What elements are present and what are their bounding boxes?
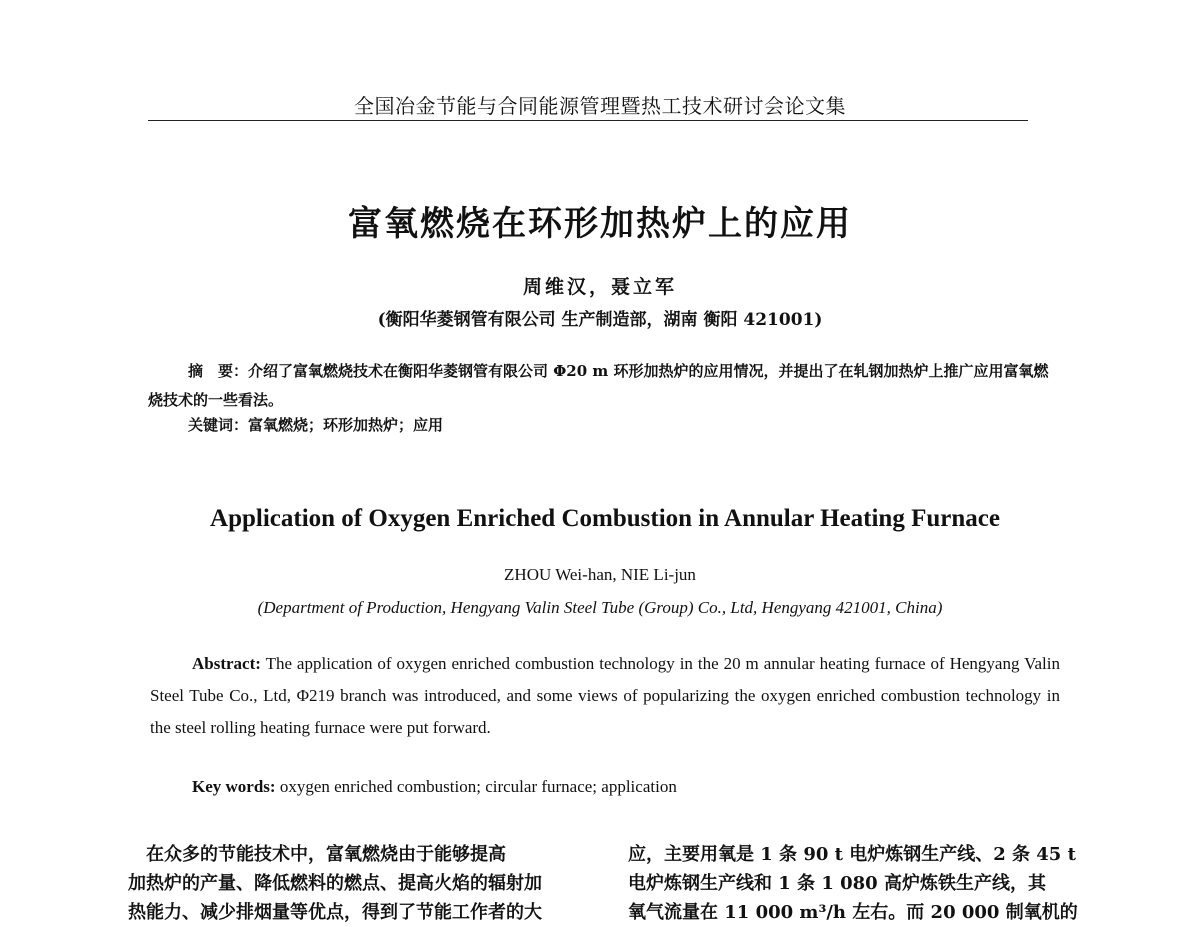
chinese-keywords [188, 414, 443, 435]
header-rule [148, 120, 1028, 121]
chinese-abstract [148, 357, 1063, 415]
body-line: 加热炉的产量、降低燃料的燃点、提高火焰的辐射加 [128, 873, 542, 894]
chinese-affiliation: (衡阳华菱钢管有限公司 生产制造部，湖南 衡阳 421001) [377, 310, 823, 330]
body-line: 应，主要用氧是 1 条 90 t 电炉炼钢生产线、2 条 45 t [628, 844, 1076, 865]
english-abstract-text: The application of oxygen enriched combustion technology in the 20 m annular heating furnace of Hengyang Valin Steel Tube Co., Ltd, Φ219 branch was introduced, and some views of popularizing the oxygen enriched combustion technology in the steel rolling heating furnace were put forward. [150, 654, 1060, 737]
english-affiliation: (Department of Production, Hengyang Valin Steel Tube (Group) Co., Ltd, Hengyang 421001, China) [257, 598, 943, 617]
running-head: 全国冶金节能与合同能源管理暨热工技术研讨会论文集 [354, 94, 846, 118]
chinese-keywords-label: 关键词： [188, 416, 249, 434]
english-abstract [150, 648, 1060, 744]
body-line: 在众多的节能技术中，富氧燃烧由于能够提高 [128, 844, 506, 865]
english-keywords [192, 777, 677, 797]
english-authors: ZHOU Wei-han, NIE Li-jun [504, 565, 696, 584]
body-line: 氧气流量在 11 000 m³/h 左右。而 20 000 制氧机的 [628, 902, 1078, 923]
english-keywords-text: oxygen enriched combustion; circular furnace; application [279, 777, 677, 796]
chinese-keywords-text: 富氧燃烧；环形加热炉；应用 [248, 416, 444, 434]
chinese-authors: 周维汉，聂立军 [522, 276, 677, 298]
english-title: Application of Oxygen Enriched Combustion in Annular Heating Furnace [210, 505, 1000, 532]
body-line: 电炉炼钢生产线和 1 条 1 080 高炉炼铁生产线，其 [628, 873, 1046, 894]
body-left-column [128, 840, 588, 927]
english-abstract-label: Abstract: [192, 654, 261, 673]
english-keywords-label: Key words: [192, 777, 276, 796]
chinese-abstract-text: 介绍了富氧燃烧技术在衡阳华菱钢管有限公司 Φ20 m 环形加热炉的应用情况，并提出了在轧钢加热炉上推广应用富氧燃烧技术的一些看法。 [148, 362, 1049, 409]
body-right-column [628, 840, 1088, 927]
chinese-abstract-label: 摘 要： [188, 362, 249, 380]
chinese-title: 富氧燃烧在环形加热炉上的应用 [348, 204, 852, 244]
body-line: 热能力、减少排烟量等优点，得到了节能工作者的大 [128, 902, 542, 923]
